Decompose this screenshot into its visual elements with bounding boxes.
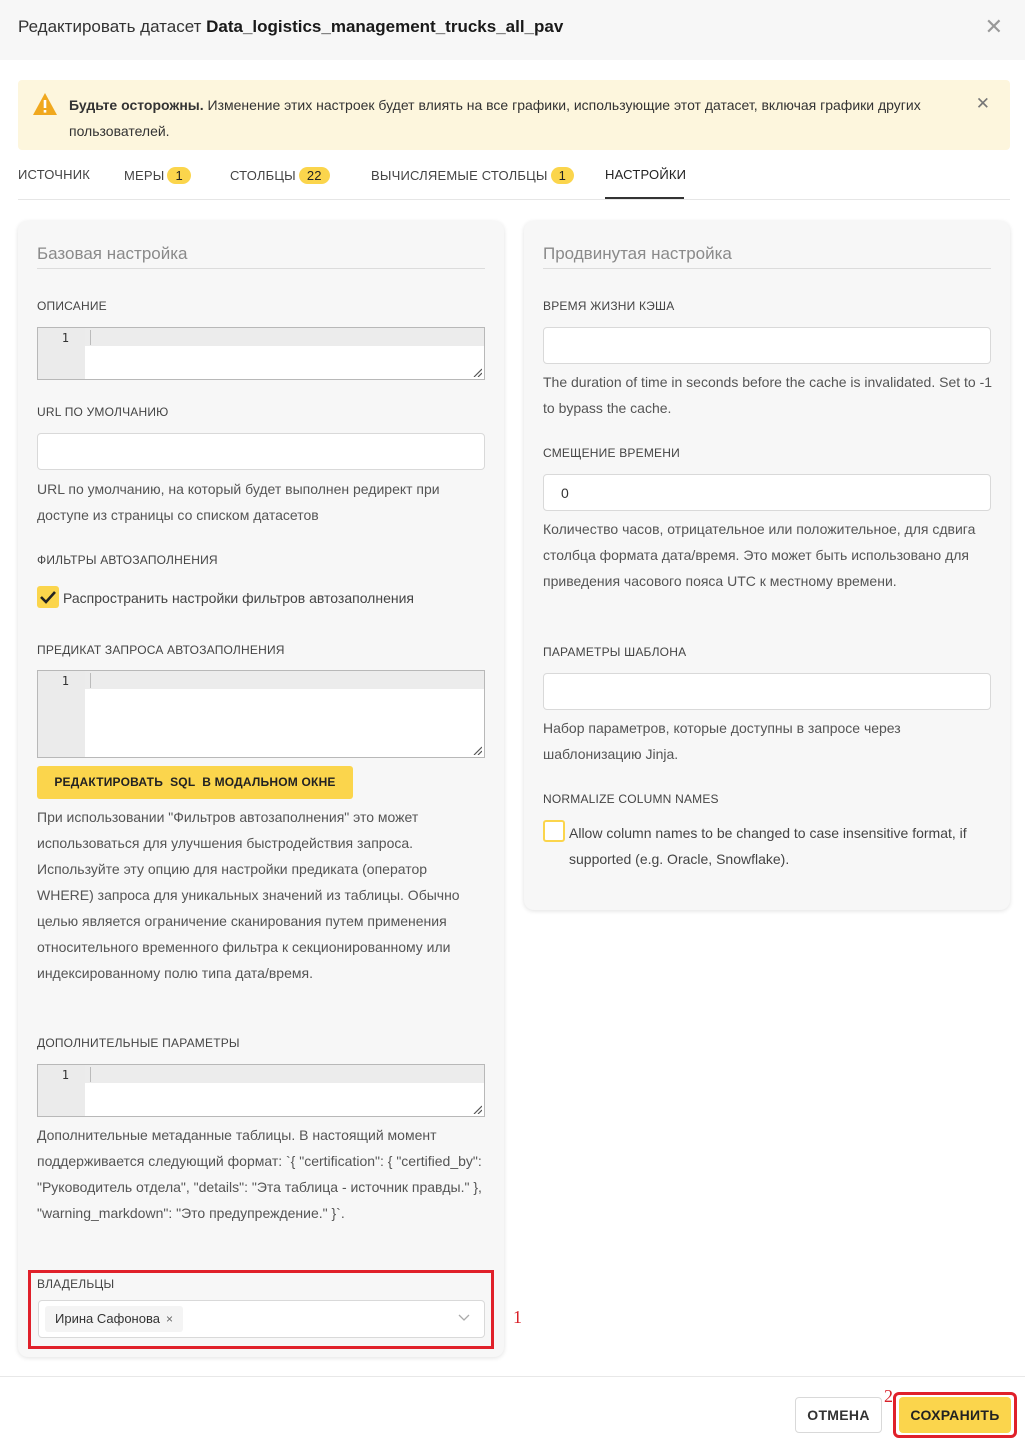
resize-handle-icon[interactable]	[472, 367, 482, 377]
description-label: ОПИСАНИЕ	[37, 299, 107, 313]
tab-columns-badge: 22	[299, 167, 330, 184]
line-number: 1	[61, 674, 69, 688]
default-url-help: URL по умолчанию, на который будет выполнен редирект при доступе из страницы со списком датасетов	[37, 481, 440, 523]
autocomplete-filters-label: ФИЛЬТРЫ АВТОЗАПОЛНЕНИЯ	[37, 553, 218, 567]
default-url-input[interactable]	[37, 433, 485, 470]
predicate-editor[interactable]	[37, 670, 485, 758]
editor-cursor	[90, 330, 91, 345]
template-params-label: ПАРАМЕТРЫ ШАБЛОНА	[543, 645, 687, 659]
tab-calculated-label: ВЫЧИСЛЯЕМЫЕ СТОЛБЦЫ	[371, 168, 548, 183]
basic-settings-title: Базовая настройка	[37, 244, 485, 269]
warning-icon	[32, 92, 58, 116]
active-line	[85, 328, 484, 346]
alert-close-icon[interactable]: ✕	[975, 94, 990, 113]
edit-sql-modal-button[interactable]: РЕДАКТИРОВАТЬ SQL В МОДАЛЬНОМ ОКНЕ	[37, 766, 353, 799]
annotation-number-2: 2	[884, 1386, 893, 1406]
editor-gutter	[38, 1065, 85, 1116]
advanced-settings-title: Продвинутая настройка	[543, 244, 991, 269]
editor-gutter	[38, 328, 85, 379]
normalize-columns-checkbox[interactable]	[543, 820, 565, 842]
time-offset-help: Количество часов, отрицательное или положительное, для сдвига столбца формата дата/время. Это может быть использовано для приведения часового пояса UTC к местному времени.	[543, 521, 976, 589]
tab-measures[interactable]	[124, 167, 191, 184]
tab-settings-label: НАСТРОЙКИ	[605, 167, 687, 182]
active-line	[85, 671, 484, 689]
tab-bar	[18, 150, 1010, 200]
cache-timeout-label: ВРЕМЯ ЖИЗНИ КЭША	[543, 299, 675, 313]
alert-bold: Будьте осторожны.	[69, 97, 204, 113]
time-offset-label: СМЕЩЕНИЕ ВРЕМЕНИ	[543, 446, 680, 460]
tab-columns-label: СТОЛБЦЫ	[230, 168, 296, 183]
tab-measures-badge: 1	[167, 167, 190, 184]
editor-cursor	[90, 1067, 91, 1082]
owners-label: ВЛАДЕЛЬЦЫ	[37, 1277, 115, 1291]
template-params-help: Набор параметров, которые доступны в запросе через шаблонизацию Jinja.	[543, 720, 901, 762]
tab-calculated-columns[interactable]	[371, 167, 574, 184]
check-icon	[37, 586, 59, 608]
autocomplete-checkbox[interactable]	[37, 586, 59, 608]
save-button[interactable]: СОХРАНИТЬ	[899, 1397, 1011, 1433]
owners-highlight-box	[28, 1270, 494, 1349]
tab-settings[interactable]	[605, 167, 686, 182]
warning-alert	[18, 80, 1010, 150]
cache-timeout-input[interactable]	[543, 327, 991, 364]
template-params-input[interactable]	[543, 673, 991, 710]
predicate-help: При использовании "Фильтров автозаполнения" это может использоваться для улучшения быстродействия запроса. Используйте эту опцию для настройки предиката (оператор WHERE) запроса для уникальных значений из таблицы. Обычно целью является ограничение сканирования путем применения относительного временного фильтра к секционированному или индексированному полю типа дата/время.	[37, 809, 460, 981]
dataset-name: Data_logistics_management_trucks_all_pav	[206, 17, 564, 36]
footer-divider	[0, 1376, 1025, 1377]
advanced-settings-panel	[524, 221, 1010, 910]
editor-cursor	[90, 673, 91, 688]
basic-settings-panel	[18, 221, 504, 1357]
remove-owner-icon[interactable]: ×	[165, 1312, 173, 1326]
modal-header	[0, 0, 1025, 60]
extra-params-help: Дополнительные метаданные таблицы. В настоящий момент поддерживается следующий формат: `{ "certification": { "certified_by": "Руководитель отдела", "details": "Эта таблица - источник правды." }, "warning_markdown": "Это предупреждение." }`.	[37, 1127, 482, 1221]
autocomplete-checkbox-label: Распространить настройки фильтров автозаполнения	[63, 590, 415, 606]
tab-source-label: ИСТОЧНИК	[18, 167, 91, 182]
time-offset-input[interactable]	[543, 474, 991, 511]
resize-handle-icon[interactable]	[472, 1104, 482, 1114]
tab-source[interactable]	[18, 167, 90, 182]
cache-timeout-help: The duration of time in seconds before the cache is invalidated. Set to -1 to bypass the cache.	[543, 374, 993, 416]
annotation-number-1: 1	[513, 1307, 522, 1327]
active-tab-indicator	[605, 197, 684, 199]
predicate-label: ПРЕДИКАТ ЗАПРОСА АВТОЗАПОЛНЕНИЯ	[37, 643, 285, 657]
default-url-label: URL ПО УМОЛЧАНИЮ	[37, 405, 169, 419]
alert-text	[69, 92, 929, 144]
normalize-columns-label: NORMALIZE COLUMN NAMES	[543, 792, 719, 806]
tab-columns[interactable]	[230, 167, 330, 184]
description-editor[interactable]	[37, 327, 485, 380]
extra-params-editor[interactable]	[37, 1064, 485, 1117]
resize-handle-icon[interactable]	[472, 745, 482, 755]
extra-params-label: ДОПОЛНИТЕЛЬНЫЕ ПАРАМЕТРЫ	[37, 1036, 240, 1050]
cancel-button[interactable]: ОТМЕНА	[795, 1397, 882, 1433]
active-line	[85, 1065, 484, 1083]
tab-calculated-badge: 1	[551, 167, 574, 184]
line-number: 1	[61, 331, 69, 345]
owner-name: Ирина Сафонова	[55, 1311, 160, 1326]
tab-measures-label: МЕРЫ	[124, 168, 165, 183]
normalize-columns-checkbox-label: Allow column names to be changed to case insensitive format, if supported (e.g. Oracle, Snowflake).	[569, 825, 967, 867]
alert-message: Изменение этих настроек будет влиять на все графики, использующие этот датасет, включая графики других пользователей.	[69, 97, 921, 139]
modal-title	[18, 17, 563, 37]
editor-gutter	[38, 671, 85, 757]
modal-title-prefix: Редактировать датасет	[18, 17, 202, 36]
close-icon[interactable]: ✕	[984, 14, 1003, 39]
line-number: 1	[61, 1068, 69, 1082]
